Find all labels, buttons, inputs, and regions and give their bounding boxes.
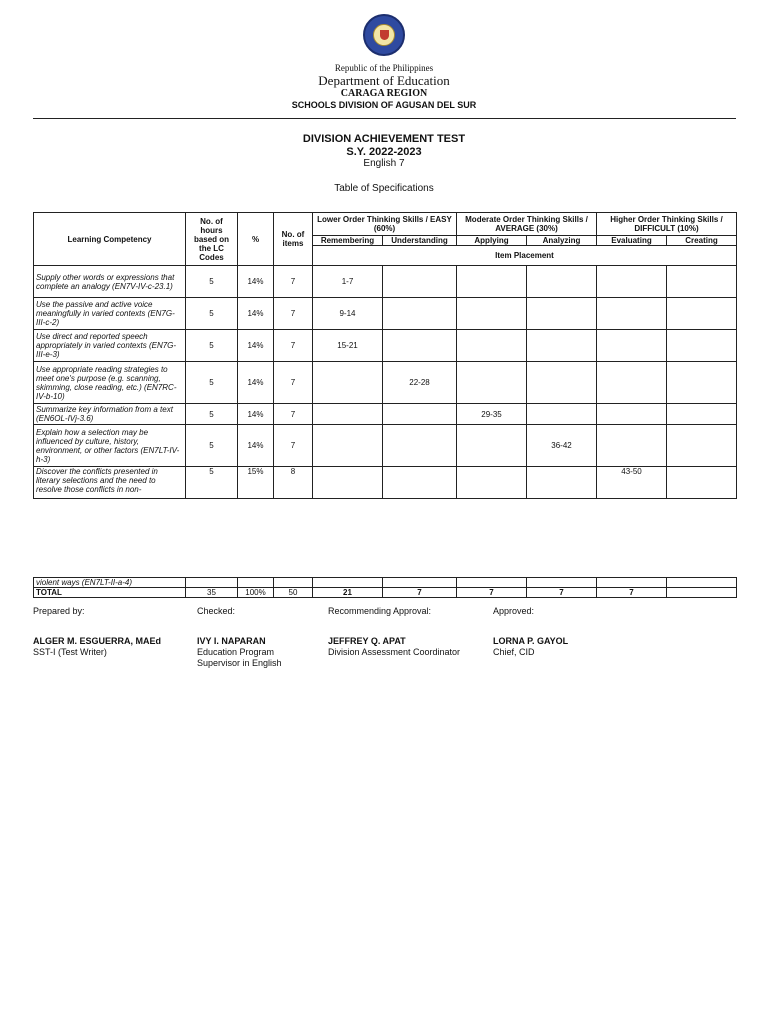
header-percent: %: [238, 213, 274, 266]
analyzing-cell: [527, 266, 597, 298]
total-analyzing: 7: [527, 588, 597, 598]
competency-cell: Use appropriate reading strategies to meet one's purpose (e.g. scanning, skimming, close reading, etc.) (EN7RC-IV-b-10): [34, 362, 186, 404]
header-competency: Learning Competency: [34, 213, 186, 266]
items-cell: 7: [274, 298, 313, 330]
test-title: DIVISION ACHIEVEMENT TEST: [302, 133, 466, 145]
competency-cell: Summarize key information from a text (EN6OL-IVj-3.6): [34, 404, 186, 425]
applying-cell: [457, 467, 527, 499]
signatory-recommending: [328, 606, 488, 658]
creating-cell: [667, 362, 737, 404]
items-cell: 7: [274, 404, 313, 425]
analyzing-cell: 36-42: [527, 425, 597, 467]
hours-cell: 5: [186, 467, 238, 499]
republic-label: Republic of the Philippines: [334, 63, 434, 73]
analyzing-cell: [527, 362, 597, 404]
header-understanding: Understanding: [383, 236, 457, 246]
signatory-role: Checked:: [197, 606, 236, 616]
hours-cell: 5: [186, 404, 238, 425]
items-cell: 7: [274, 425, 313, 467]
evaluating-cell: [597, 425, 667, 467]
percent-cell: 14%: [238, 404, 274, 425]
signatory-position: Chief, CID: [493, 647, 535, 657]
remembering-cell: [313, 404, 383, 425]
signatory-role: Approved:: [493, 606, 535, 616]
percent-cell: 14%: [238, 362, 274, 404]
subject-label: English 7: [363, 158, 405, 169]
table-row: [34, 425, 737, 467]
total-row: [34, 588, 737, 598]
hours-cell: 5: [186, 425, 238, 467]
total-remembering: 21: [313, 588, 383, 598]
percent-cell: 14%: [238, 425, 274, 467]
applying-cell: [457, 362, 527, 404]
hours-cell: 5: [186, 362, 238, 404]
signatory-position: Division Assessment Coordinator: [328, 647, 461, 657]
table-row: [34, 266, 737, 298]
signatory-name: IVY I. NAPARAN: [197, 636, 266, 646]
total-items: 50: [274, 588, 313, 598]
header-mots: Moderate Order Thinking Skills / AVERAGE (30%): [457, 213, 597, 236]
school-year: S.Y. 2022-2023: [346, 146, 422, 158]
remembering-cell: 1-7: [313, 266, 383, 298]
percent-cell: 14%: [238, 266, 274, 298]
competency-cell: Explain how a selection may be influenced by culture, history, environment, or other factors (EN7LT-IV-h-3): [34, 425, 186, 467]
empty-cell: [527, 578, 597, 588]
signatory-name: LORNA P. GAYOL: [493, 636, 569, 646]
creating-cell: [667, 404, 737, 425]
empty-cell: [667, 578, 737, 588]
signatory-role: Recommending Approval:: [328, 606, 432, 616]
items-cell: 7: [274, 266, 313, 298]
applying-cell: [457, 425, 527, 467]
signatory-position: SST-I (Test Writer): [33, 647, 107, 657]
evaluating-cell: [597, 330, 667, 362]
understanding-cell: [383, 266, 457, 298]
empty-cell: [457, 578, 527, 588]
header-applying: Applying: [457, 236, 527, 246]
signatory-position: Education Program Supervisor in English: [197, 647, 282, 668]
competency-cell: Use the passive and active voice meaningfully in varied contexts (EN7G-III-c-2): [34, 298, 186, 330]
total-creating: [667, 588, 737, 598]
total-percent: 100%: [238, 588, 274, 598]
applying-cell: [457, 298, 527, 330]
competency-continuation: violent ways (EN7LT-II-a-4): [34, 578, 186, 588]
creating-cell: [667, 330, 737, 362]
applying-cell: [457, 330, 527, 362]
percent-cell: 15%: [238, 467, 274, 499]
empty-cell: [238, 578, 274, 588]
evaluating-cell: [597, 266, 667, 298]
total-hours: 35: [186, 588, 238, 598]
table-row: [34, 578, 737, 588]
evaluating-cell: [597, 362, 667, 404]
hours-cell: 5: [186, 298, 238, 330]
signatory-prepared: [33, 606, 183, 658]
region-label: CARAGA REGION: [340, 88, 428, 99]
department-label: Department of Education: [318, 73, 450, 88]
header-remembering: Remembering: [313, 236, 383, 246]
analyzing-cell: [527, 404, 597, 425]
creating-cell: [667, 266, 737, 298]
document-subtitle: Table of Specifications: [334, 183, 434, 194]
header-items: No. of items: [274, 213, 313, 266]
percent-cell: 14%: [238, 298, 274, 330]
analyzing-cell: [527, 467, 597, 499]
division-label: SCHOOLS DIVISION OF AGUSAN DEL SUR: [291, 100, 477, 110]
total-label: TOTAL: [34, 588, 186, 598]
remembering-cell: [313, 362, 383, 404]
header-hours: No. of hours based on the LC Codes: [186, 213, 238, 266]
remembering-cell: 15-21: [313, 330, 383, 362]
evaluating-cell: [597, 298, 667, 330]
evaluating-cell: [597, 404, 667, 425]
table-continuation: [33, 577, 737, 598]
percent-cell: 14%: [238, 330, 274, 362]
creating-cell: [667, 467, 737, 499]
creating-cell: [667, 425, 737, 467]
empty-cell: [274, 578, 313, 588]
applying-cell: [457, 266, 527, 298]
table-row: [34, 330, 737, 362]
header-divider: [33, 118, 736, 119]
empty-cell: [186, 578, 238, 588]
table-row: [34, 467, 737, 499]
hours-cell: 5: [186, 330, 238, 362]
header-creating: Creating: [667, 236, 737, 246]
total-applying: 7: [457, 588, 527, 598]
signatory-approved: [493, 606, 633, 658]
empty-cell: [383, 578, 457, 588]
evaluating-cell: 43-50: [597, 467, 667, 499]
remembering-cell: 9-14: [313, 298, 383, 330]
header-evaluating: Evaluating: [597, 236, 667, 246]
remembering-cell: [313, 425, 383, 467]
understanding-cell: [383, 425, 457, 467]
signatory-role: Prepared by:: [33, 606, 85, 616]
understanding-cell: 22-28: [383, 362, 457, 404]
remembering-cell: [313, 467, 383, 499]
header-analyzing: Analyzing: [527, 236, 597, 246]
empty-cell: [313, 578, 383, 588]
table-row: [34, 404, 737, 425]
competency-cell: Discover the conflicts presented in literary selections and the need to resolve those conflicts in non-: [34, 467, 186, 499]
creating-cell: [667, 298, 737, 330]
items-cell: 8: [274, 467, 313, 499]
competency-cell: Supply other words or expressions that complete an analogy (EN7V-IV-c-23.1): [34, 266, 186, 298]
understanding-cell: [383, 330, 457, 362]
table-of-specifications: [33, 212, 737, 499]
applying-cell: 29-35: [457, 404, 527, 425]
understanding-cell: [383, 298, 457, 330]
competency-cell: Use direct and reported speech appropriately in varied contexts (EN7G-III-e-3): [34, 330, 186, 362]
header-hots: Higher Order Thinking Skills / DIFFICULT (10%): [597, 213, 737, 236]
header-item-placement: Item Placement: [313, 246, 737, 266]
understanding-cell: [383, 467, 457, 499]
table-row: [34, 298, 737, 330]
analyzing-cell: [527, 298, 597, 330]
hours-cell: 5: [186, 266, 238, 298]
total-understanding: 7: [383, 588, 457, 598]
analyzing-cell: [527, 330, 597, 362]
total-evaluating: 7: [597, 588, 667, 598]
table-row: [34, 362, 737, 404]
deped-seal-icon: [363, 14, 405, 56]
header-lots: Lower Order Thinking Skills / EASY (60%): [313, 213, 457, 236]
items-cell: 7: [274, 362, 313, 404]
items-cell: 7: [274, 330, 313, 362]
signatory-name: ALGER M. ESGUERRA, MAEd: [33, 636, 162, 646]
empty-cell: [597, 578, 667, 588]
understanding-cell: [383, 404, 457, 425]
signatory-name: JEFFREY Q. APAT: [328, 636, 406, 646]
signatory-checked: [197, 606, 317, 669]
